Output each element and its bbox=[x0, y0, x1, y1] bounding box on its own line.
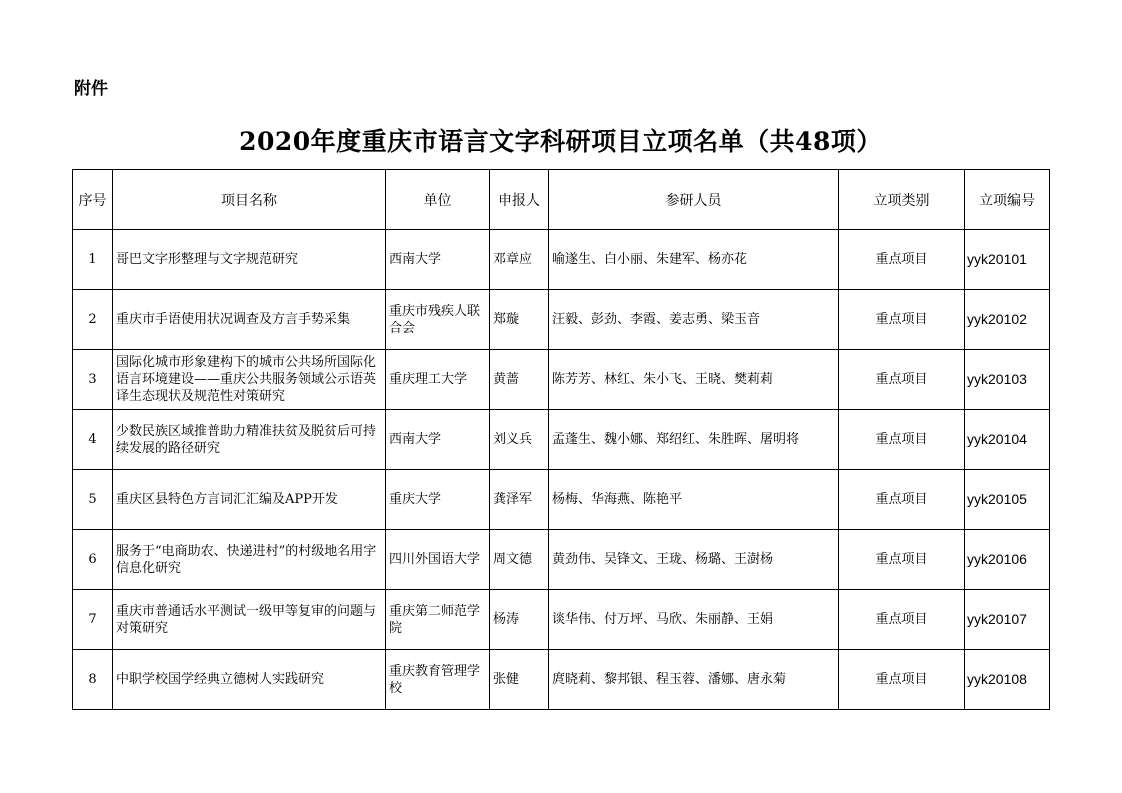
cell-project-name: 服务于“电商助农、快递进村”的村级地名用字信息化研究 bbox=[113, 530, 386, 590]
cell-no: 5 bbox=[73, 470, 113, 530]
cell-unit: 重庆教育管理学校 bbox=[386, 650, 490, 710]
table-row bbox=[73, 530, 1050, 590]
cell-members: 杨梅、华海燕、陈艳平 bbox=[549, 470, 839, 530]
header-members: 参研人员 bbox=[549, 170, 839, 230]
table-row bbox=[73, 230, 1050, 290]
cell-project-name: 重庆区县特色方言词汇汇编及APP开发 bbox=[113, 470, 386, 530]
cell-category: 重点项目 bbox=[839, 350, 965, 410]
project-table bbox=[72, 169, 1050, 710]
header-project-name: 项目名称 bbox=[113, 170, 386, 230]
table-row bbox=[73, 590, 1050, 650]
header-no: 序号 bbox=[73, 170, 113, 230]
cell-unit: 重庆市残疾人联合会 bbox=[386, 290, 490, 350]
cell-unit: 西南大学 bbox=[386, 410, 490, 470]
cell-category: 重点项目 bbox=[839, 650, 965, 710]
cell-members: 谈华伟、付万坪、马欣、朱丽静、王娟 bbox=[549, 590, 839, 650]
cell-category: 重点项目 bbox=[839, 470, 965, 530]
header-category: 立项类别 bbox=[839, 170, 965, 230]
table-row bbox=[73, 470, 1050, 530]
cell-members: 喻遂生、白小丽、朱建军、杨亦花 bbox=[549, 230, 839, 290]
cell-members: 庹晓莉、黎邦银、程玉蓉、潘娜、唐永菊 bbox=[549, 650, 839, 710]
table-row bbox=[73, 650, 1050, 710]
cell-applicant: 杨涛 bbox=[490, 590, 549, 650]
table-row bbox=[73, 290, 1050, 350]
cell-members: 汪毅、彭劲、李霞、姜志勇、梁玉音 bbox=[549, 290, 839, 350]
cell-category: 重点项目 bbox=[839, 410, 965, 470]
cell-project-name: 重庆市手语使用状况调查及方言手势采集 bbox=[113, 290, 386, 350]
cell-unit: 重庆理工大学 bbox=[386, 350, 490, 410]
table-row bbox=[73, 350, 1050, 410]
cell-applicant: 黄蔷 bbox=[490, 350, 549, 410]
header-applicant: 申报人 bbox=[490, 170, 549, 230]
cell-members: 黄劲伟、吴锋文、王珑、杨璐、王澍杨 bbox=[549, 530, 839, 590]
cell-code: yyk20106 bbox=[965, 530, 1050, 590]
cell-code: yyk20107 bbox=[965, 590, 1050, 650]
cell-category: 重点项目 bbox=[839, 230, 965, 290]
header-row bbox=[73, 170, 1050, 230]
cell-unit: 重庆大学 bbox=[386, 470, 490, 530]
cell-applicant: 龚泽军 bbox=[490, 470, 549, 530]
cell-category: 重点项目 bbox=[839, 290, 965, 350]
cell-code: yyk20105 bbox=[965, 470, 1050, 530]
cell-no: 1 bbox=[73, 230, 113, 290]
cell-applicant: 邓章应 bbox=[490, 230, 549, 290]
header-code: 立项编号 bbox=[965, 170, 1050, 230]
cell-project-name: 国际化城市形象建构下的城市公共场所国际化语言环境建设——重庆公共服务领域公示语英译生态现状及规范性对策研究 bbox=[113, 350, 386, 410]
cell-no: 2 bbox=[73, 290, 113, 350]
cell-applicant: 郑璇 bbox=[490, 290, 549, 350]
cell-category: 重点项目 bbox=[839, 530, 965, 590]
cell-no: 6 bbox=[73, 530, 113, 590]
cell-category: 重点项目 bbox=[839, 590, 965, 650]
attachment-label: 附件 bbox=[74, 79, 108, 99]
page-title: 2020年度重庆市语言文字科研项目立项名单（共48项） bbox=[239, 127, 882, 156]
cell-no: 8 bbox=[73, 650, 113, 710]
cell-code: yyk20108 bbox=[965, 650, 1050, 710]
cell-project-name: 哥巴文字形整理与文字规范研究 bbox=[113, 230, 386, 290]
cell-code: yyk20102 bbox=[965, 290, 1050, 350]
cell-applicant: 周文德 bbox=[490, 530, 549, 590]
header-unit: 单位 bbox=[386, 170, 490, 230]
table-row bbox=[73, 410, 1050, 470]
cell-unit: 西南大学 bbox=[386, 230, 490, 290]
cell-applicant: 刘义兵 bbox=[490, 410, 549, 470]
cell-project-name: 中职学校国学经典立德树人实践研究 bbox=[113, 650, 386, 710]
cell-project-name: 重庆市普通话水平测试一级甲等复审的问题与对策研究 bbox=[113, 590, 386, 650]
cell-code: yyk20104 bbox=[965, 410, 1050, 470]
cell-members: 孟蓬生、魏小娜、郑绍红、朱胜晖、屠明将 bbox=[549, 410, 839, 470]
cell-project-name: 少数民族区域推普助力精准扶贫及脱贫后可持续发展的路径研究 bbox=[113, 410, 386, 470]
cell-no: 4 bbox=[73, 410, 113, 470]
cell-code: yyk20103 bbox=[965, 350, 1050, 410]
cell-unit: 四川外国语大学 bbox=[386, 530, 490, 590]
cell-members: 陈芳芳、林红、朱小飞、王晓、樊莉莉 bbox=[549, 350, 839, 410]
cell-no: 7 bbox=[73, 590, 113, 650]
cell-no: 3 bbox=[73, 350, 113, 410]
cell-applicant: 张健 bbox=[490, 650, 549, 710]
cell-unit: 重庆第二师范学院 bbox=[386, 590, 490, 650]
cell-code: yyk20101 bbox=[965, 230, 1050, 290]
